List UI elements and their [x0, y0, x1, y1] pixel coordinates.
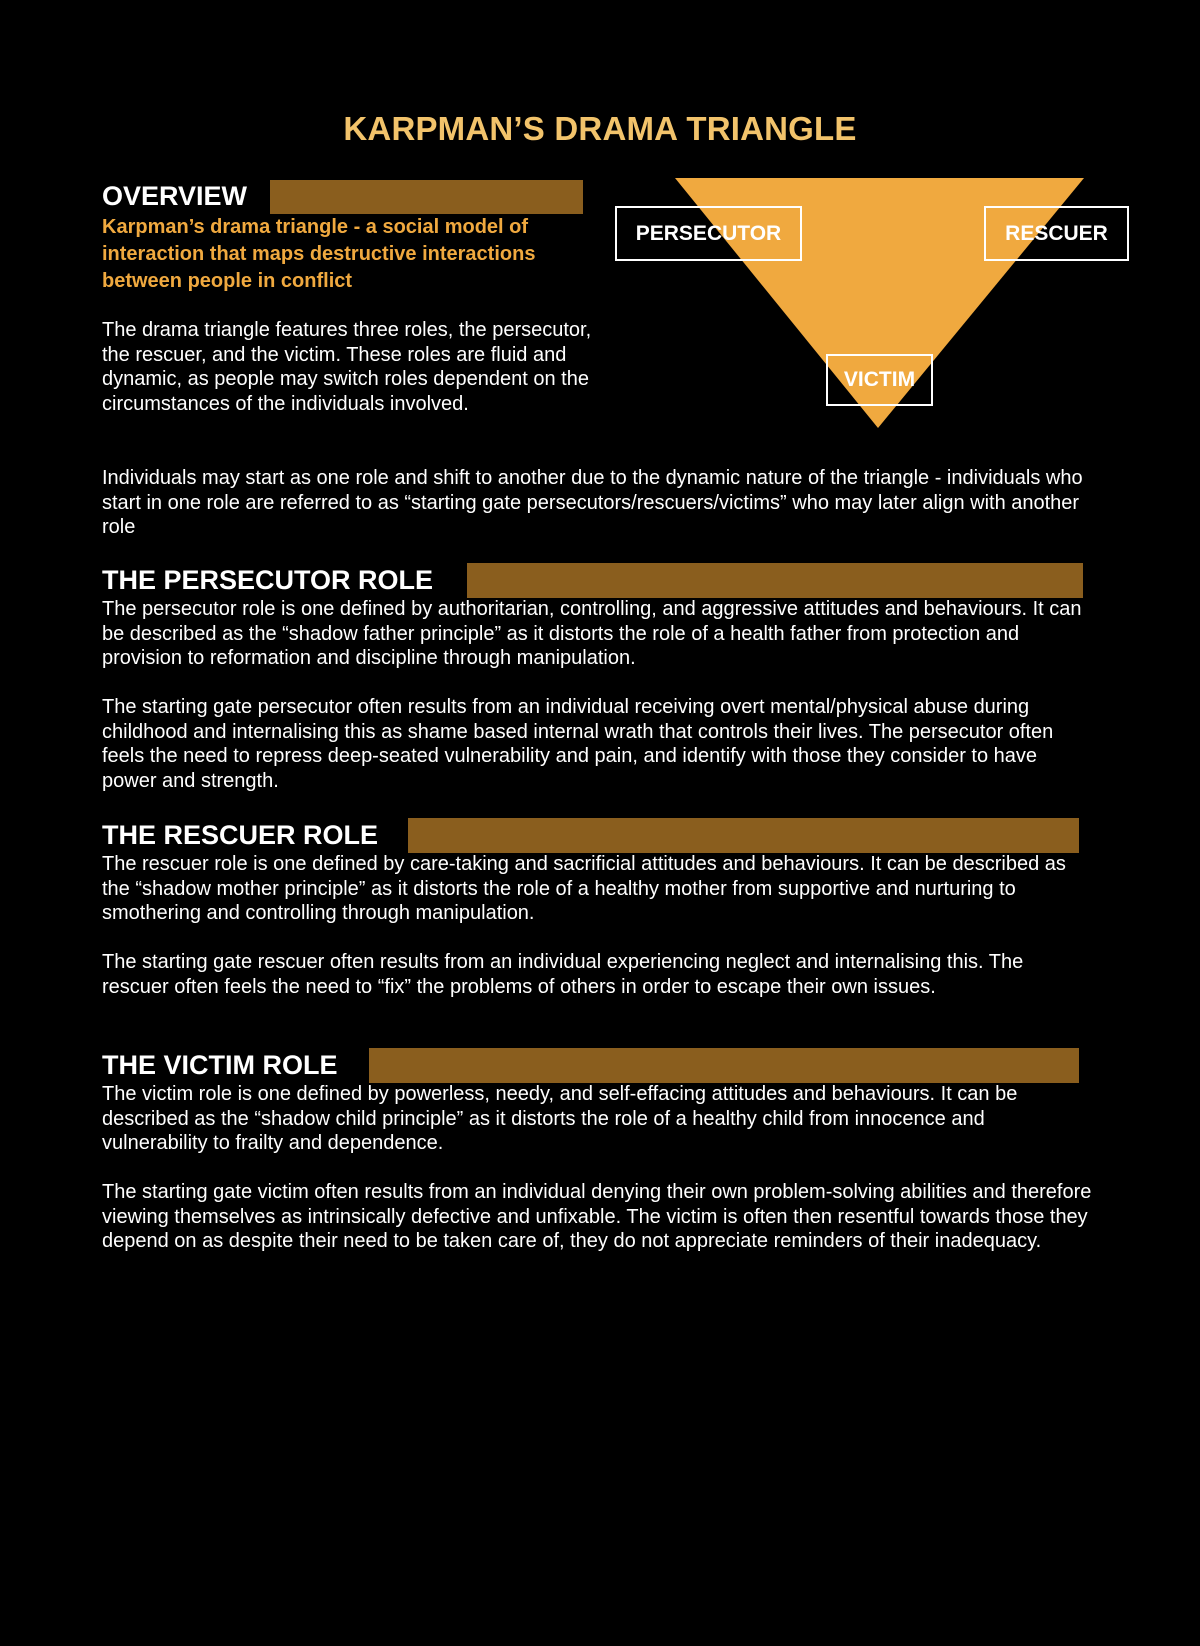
victim-label: VICTIM — [826, 354, 933, 406]
persecutor-label: PERSECUTOR — [615, 206, 802, 261]
overview-heading-bar — [270, 180, 583, 214]
overview-paragraph-1: The drama triangle features three roles, the persecutor, the rescuer, and the victim. These roles are fluid and dynamic, as people may switch roles dependent on the circumstances of the individuals involved. — [102, 319, 592, 415]
persecutor-paragraph-1: The persecutor role is one defined by authoritarian, controlling, and aggressive attitudes and behaviours. It can be described as the “shadow father principle” as it distorts the role of a health father from protection and provision to reformation and discipline through manipulation. — [102, 598, 1082, 669]
overview-paragraph-2: Individuals may start as one role and shift to another due to the dynamic nature of the triangle - individuals who start in one role are referred to as “starting gate persecutors/rescuers/victims” who may later align with another role — [102, 467, 1083, 538]
persecutor-heading-bar — [467, 563, 1083, 598]
page-title: KARPMAN’S DRAMA TRIANGLE — [343, 110, 857, 147]
rescuer-paragraph-2: The starting gate rescuer often results from an individual experiencing neglect and internalising this. The rescuer often feels the need to “fix” the problems of others in order to escape their own issues. — [102, 951, 1024, 998]
overview-tagline: Karpman’s drama triangle - a social model of interaction that maps destructive interactions between people in conflict — [102, 216, 536, 292]
drama-triangle-diagram — [610, 176, 1130, 431]
victim-heading: THE VICTIM ROLE — [102, 1050, 338, 1080]
rescuer-heading-bar — [408, 818, 1079, 853]
victim-paragraph-2: The starting gate victim often results from an individual denying their own problem-solving abilities and therefore viewing themselves as intrinsically defective and unfixable. The victim is often then resentful towards those they depend on as despite their need to be taken care of, they do not appreciate reminders of their inadequacy. — [102, 1181, 1092, 1252]
overview-heading: OVERVIEW — [102, 181, 248, 211]
rescuer-label: RESCUER — [984, 206, 1129, 261]
persecutor-heading: THE PERSECUTOR ROLE — [102, 565, 434, 595]
victim-paragraph-1: The victim role is one defined by powerless, needy, and self-effacing attitudes and behaviours. It can be described as the “shadow child principle” as it distorts the role of a healthy child from innocence and vulnerability to frailty and dependence. — [102, 1083, 1018, 1154]
rescuer-paragraph-1: The rescuer role is one defined by care-taking and sacrificial attitudes and behaviours. It can be described as the “shadow mother principle” as it distorts the role of a healthy mother from supportive and nurturing to smothering and controlling through manipulation. — [102, 853, 1066, 924]
persecutor-paragraph-2: The starting gate persecutor often results from an individual receiving overt mental/physical abuse during childhood and internalising this as shame based internal wrath that controls their lives. The persecutor often feels the need to repress deep-seated vulnerability and pain, and identify with those they consider to have power and strength. — [102, 696, 1054, 792]
victim-heading-bar — [369, 1048, 1079, 1083]
rescuer-heading: THE RESCUER ROLE — [102, 820, 379, 850]
